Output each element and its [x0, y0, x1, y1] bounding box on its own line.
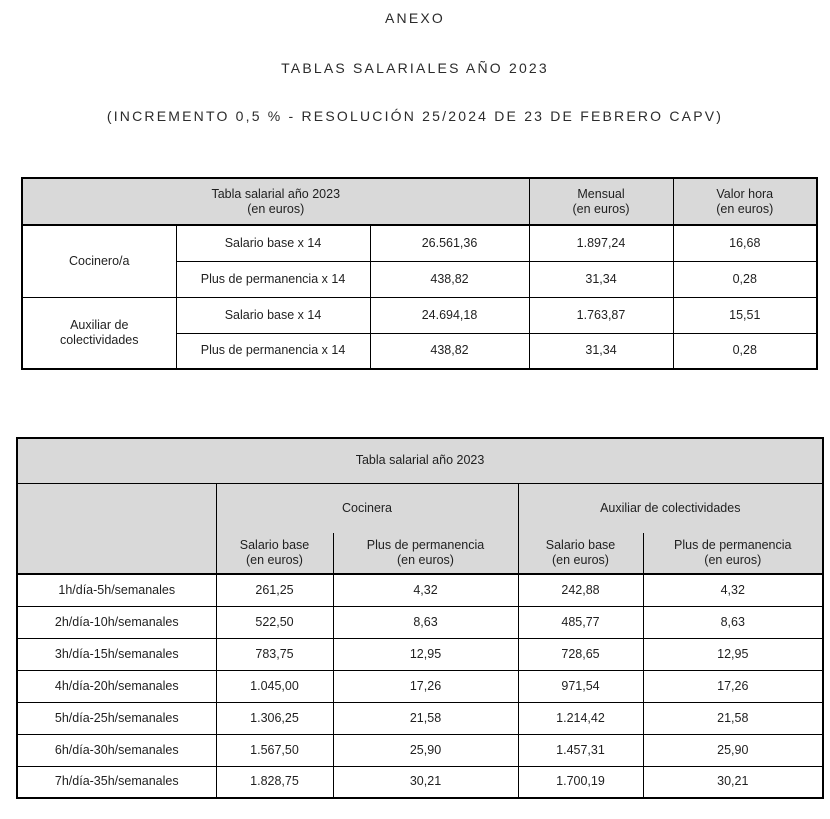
table-row	[17, 574, 823, 606]
t1-occupation-cocinero	[22, 225, 176, 297]
t1-annual-cell: 438,82	[370, 333, 529, 369]
t2-cocinera-plus-cell: 12,95	[333, 638, 518, 670]
t2-cocinera-base-cell: 261,25	[216, 574, 333, 606]
t2-group-cocinera: Cocinera	[216, 483, 518, 533]
t1-header-mensual-label: Mensual	[577, 186, 625, 201]
t2-subheader-cocinera-plus	[333, 533, 518, 574]
t2-hours-label: 2h/día-10h/semanales	[17, 606, 216, 638]
t2-subheader-label: Plus de permanencia	[366, 538, 485, 552]
t2-auxiliar-plus-cell: 4,32	[643, 574, 823, 606]
t2-auxiliar-plus-cell: 30,21	[643, 766, 823, 798]
t1-hour-cell: 0,28	[673, 261, 817, 297]
t1-header-valor-hora-sub: (en euros)	[716, 201, 774, 216]
t2-cocinera-base-cell: 1.567,50	[216, 734, 333, 766]
t2-subheader-label: Plus de permanencia	[674, 538, 792, 552]
t1-concept-cell: Salario base x 14	[176, 225, 370, 261]
t1-concept-cell: Plus de permanencia x 14	[176, 333, 370, 369]
t1-annual-cell: 438,82	[370, 261, 529, 297]
t2-hours-label: 6h/día-30h/semanales	[17, 734, 216, 766]
t1-header-main-sub: (en euros)	[247, 201, 305, 216]
t1-monthly-cell: 1.897,24	[529, 225, 673, 261]
t1-header-row	[22, 178, 817, 225]
t2-auxiliar-base-cell: 485,77	[518, 606, 643, 638]
table-row	[17, 734, 823, 766]
table-row	[22, 297, 817, 333]
t2-auxiliar-plus-cell: 17,26	[643, 670, 823, 702]
t2-auxiliar-base-cell: 1.457,31	[518, 734, 643, 766]
t1-occupation-auxiliar-label: Auxiliar de colectividades	[59, 317, 139, 347]
t1-header-valor-hora-label: Valor hora	[716, 186, 774, 201]
t1-header-mensual	[529, 178, 673, 225]
t2-cocinera-plus-cell: 21,58	[333, 702, 518, 734]
t2-cocinera-plus-cell: 4,32	[333, 574, 518, 606]
t1-concept-cell: Salario base x 14	[176, 297, 370, 333]
table-row	[17, 766, 823, 798]
table-row	[22, 225, 817, 261]
t2-title-cell: Tabla salarial año 2023	[17, 438, 823, 483]
t2-subheader-sub: (en euros)	[704, 553, 762, 567]
t2-auxiliar-base-cell: 242,88	[518, 574, 643, 606]
table-row	[17, 638, 823, 670]
t2-cocinera-plus-cell: 30,21	[333, 766, 518, 798]
t2-title-row	[17, 438, 823, 483]
t1-hour-cell: 16,68	[673, 225, 817, 261]
salary-table-annual	[21, 177, 818, 370]
t2-hours-label: 1h/día-5h/semanales	[17, 574, 216, 606]
t2-subheader-sub: (en euros)	[246, 553, 303, 567]
t2-auxiliar-base-cell: 1.700,19	[518, 766, 643, 798]
t2-cocinera-base-cell: 1.828,75	[216, 766, 333, 798]
t2-cocinera-plus-cell: 8,63	[333, 606, 518, 638]
t2-cocinera-plus-cell: 25,90	[333, 734, 518, 766]
t1-header-mensual-sub: (en euros)	[572, 201, 630, 216]
t2-auxiliar-plus-cell: 25,90	[643, 734, 823, 766]
t2-subheader-label: Salario base	[239, 538, 310, 552]
t2-subheader-auxiliar-base	[518, 533, 643, 574]
t1-header-main-label: Tabla salarial año 2023	[211, 186, 341, 201]
t2-cocinera-base-cell: 783,75	[216, 638, 333, 670]
t1-concept-cell: Plus de permanencia x 14	[176, 261, 370, 297]
t2-cocinera-base-cell: 1.045,00	[216, 670, 333, 702]
t2-hours-label: 4h/día-20h/semanales	[17, 670, 216, 702]
t1-header-valor-hora	[673, 178, 817, 225]
doc-title-anexo: ANEXO	[384, 10, 445, 26]
table-row	[17, 606, 823, 638]
table-row	[17, 670, 823, 702]
t2-auxiliar-base-cell: 1.214,42	[518, 702, 643, 734]
t1-hour-cell: 15,51	[673, 297, 817, 333]
t1-monthly-cell: 1.763,87	[529, 297, 673, 333]
t1-occupation-auxiliar	[22, 297, 176, 369]
t2-hours-label: 3h/día-15h/semanales	[17, 638, 216, 670]
t2-auxiliar-plus-cell: 21,58	[643, 702, 823, 734]
t2-group-row	[17, 483, 823, 533]
t1-annual-cell: 24.694,18	[370, 297, 529, 333]
t2-auxiliar-plus-cell: 8,63	[643, 606, 823, 638]
t2-group-auxiliar: Auxiliar de colectividades	[518, 483, 823, 533]
t2-corner-empty-cell	[17, 483, 216, 574]
t1-annual-cell: 26.561,36	[370, 225, 529, 261]
doc-subtitle-incremento: (INCREMENTO 0,5 % - RESOLUCIÓN 25/2024 DE 23 DE FEBRERO CAPV)	[106, 108, 724, 124]
t2-subheader-sub: (en euros)	[552, 553, 609, 567]
salary-table-part-time	[16, 437, 824, 799]
t2-subheader-auxiliar-plus	[643, 533, 823, 574]
t2-auxiliar-plus-cell: 12,95	[643, 638, 823, 670]
doc-title-tablas-salariales: TABLAS SALARIALES AÑO 2023	[281, 60, 549, 76]
t2-hours-label: 5h/día-25h/semanales	[17, 702, 216, 734]
table-row	[17, 702, 823, 734]
t2-subheader-label: Salario base	[545, 538, 616, 552]
t2-cocinera-base-cell: 1.306,25	[216, 702, 333, 734]
t2-auxiliar-base-cell: 971,54	[518, 670, 643, 702]
t2-cocinera-plus-cell: 17,26	[333, 670, 518, 702]
t2-subheader-cocinera-base	[216, 533, 333, 574]
t2-subheader-sub: (en euros)	[397, 553, 454, 567]
t1-monthly-cell: 31,34	[529, 333, 673, 369]
t1-header-main	[22, 178, 529, 225]
t2-cocinera-base-cell: 522,50	[216, 606, 333, 638]
t1-occupation-cocinero-label: Cocinero/a	[69, 253, 130, 268]
t1-monthly-cell: 31,34	[529, 261, 673, 297]
t2-hours-label: 7h/día-35h/semanales	[17, 766, 216, 798]
t2-auxiliar-base-cell: 728,65	[518, 638, 643, 670]
t1-hour-cell: 0,28	[673, 333, 817, 369]
